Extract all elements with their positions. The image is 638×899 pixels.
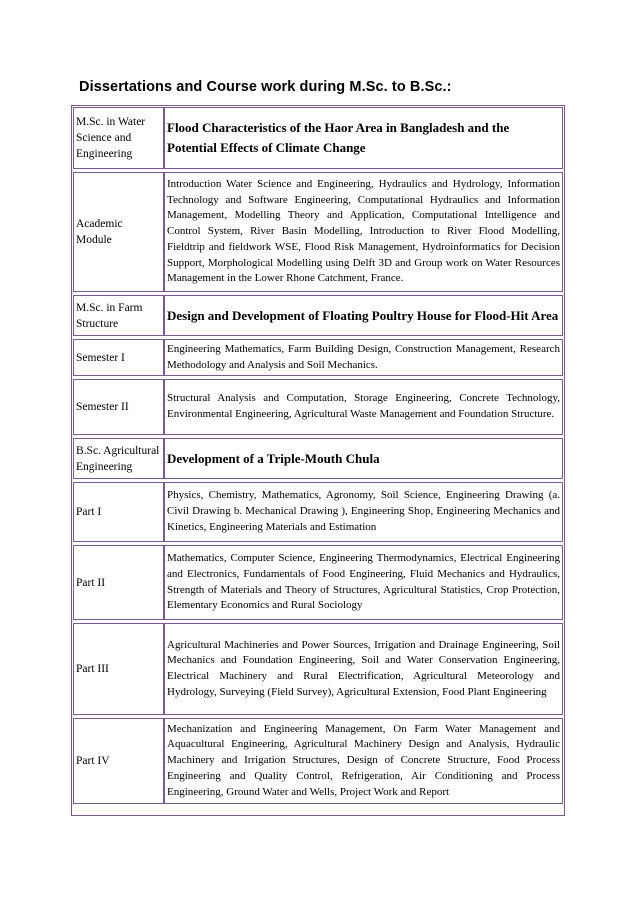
row-label: M.Sc. in Water Science and Engineering bbox=[73, 107, 164, 169]
row-label: Part II bbox=[73, 545, 164, 620]
table-row bbox=[73, 438, 563, 479]
row-label: Part IV bbox=[73, 718, 164, 804]
table-row bbox=[73, 545, 563, 620]
row-label: Academic Module bbox=[73, 172, 164, 292]
table-row bbox=[73, 107, 563, 169]
table-row bbox=[73, 295, 563, 336]
course-list: Introduction Water Science and Engineering, Hydraulics and Hydrology, Information Technology and Software Engineering, Computational Hydraulics and Information Management, Modelling Theory and Application, Computational Intelligence and Control System, River Basin Modelling, Introduction to River Flood Modelling, Fieldtrip and fieldwork WSE, Flood Risk Management, Hydroinformatics for Decision Support, Morphological Modelling using Delft 3D and Group work on Water Resources Management in the Lower Rhone Catchment, France. bbox=[164, 172, 563, 292]
row-label: Part I bbox=[73, 482, 164, 542]
dissertation-title: Development of a Triple-Mouth Chula bbox=[164, 438, 563, 479]
course-list: Mechanization and Engineering Management, On Farm Water Management and Aquacultural Engineering, Agricultural Machinery Design and Analysis, Hydraulic Machinery and Irrigation Structures, Design of Concrete Structure, Food Process Engineering and Quality Control, Refrigeration, Air Conditioning and Process Engineering, Ground Water and Wells, Project Work and Report bbox=[164, 718, 563, 804]
table-row bbox=[73, 379, 563, 435]
course-list: Physics, Chemistry, Mathematics, Agronomy, Soil Science, Engineering Drawing (a. Civil Drawing b. Mechanical Drawing ), Engineering Shop, Engineering Mechanics and Kinetics, Engineering Materials and Estimation bbox=[164, 482, 563, 542]
course-list: Structural Analysis and Computation, Storage Engineering, Concrete Technology, Environmental Engineering, Agricultural Waste Management and Foundation Structure. bbox=[164, 379, 563, 435]
coursework-table bbox=[73, 104, 563, 807]
table-row bbox=[73, 172, 563, 292]
row-label: M.Sc. in Farm Structure bbox=[73, 295, 164, 336]
course-list: Agricultural Machineries and Power Sources, Irrigation and Drainage Engineering, Soil Mechanics and Foundation Engineering, Soil and Water Conservation Engineering, Electrical Machinery and Rural Electrification, Agricultural Meteorology and Hydrology, Surveying (Field Survey), Agricultural Extension, Food Plant Engineering bbox=[164, 623, 563, 715]
dissertation-title: Flood Characteristics of the Haor Area in Bangladesh and the Potential Effects of Climate Change bbox=[164, 107, 563, 169]
dissertation-title: Design and Development of Floating Poultry House for Flood-Hit Area bbox=[164, 295, 563, 336]
row-label: Semester I bbox=[73, 339, 164, 376]
row-label: Part III bbox=[73, 623, 164, 715]
row-label: Semester II bbox=[73, 379, 164, 435]
table-row bbox=[73, 623, 563, 715]
table-row bbox=[73, 718, 563, 804]
row-label: B.Sc. Agricultural Engineering bbox=[73, 438, 164, 479]
table-row bbox=[73, 482, 563, 542]
course-list: Mathematics, Computer Science, Engineering Thermodynamics, Electrical Engineering and Electronics, Fundamentals of Food Engineering, Fluid Mechanics and Hydraulics, Strength of Materials and Theory of Structures, Agricultural Statistics, Crop Protection, Elementary Economics and Rural Sociology bbox=[164, 545, 563, 620]
section-heading: Dissertations and Course work during M.Sc. to B.Sc.: bbox=[79, 79, 452, 95]
table-row bbox=[73, 339, 563, 376]
course-list: Engineering Mathematics, Farm Building Design, Construction Management, Research Methodology and Analysis and Soil Mechanics. bbox=[164, 339, 563, 376]
